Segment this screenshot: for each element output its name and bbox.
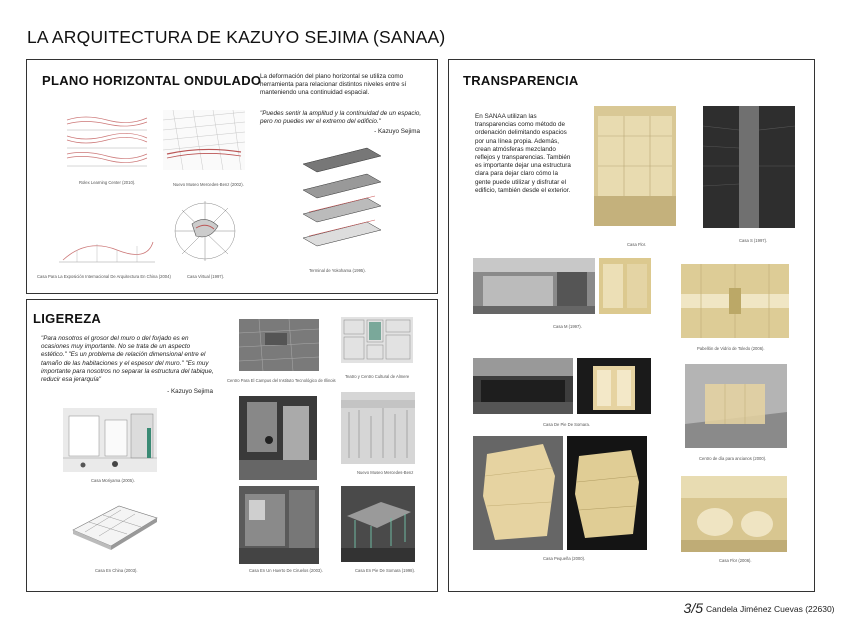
rolex-drawing	[65, 110, 149, 172]
casa-pequena-1-image	[473, 436, 563, 550]
panel-plano	[26, 59, 438, 294]
huerto-interior-image	[239, 396, 317, 480]
panel-ligereza	[26, 299, 438, 592]
plano-quote-author: - Kazuyo Sejima	[374, 128, 420, 135]
caption-bosque: Casa En Pie De Somara (1998).	[355, 568, 416, 573]
museo-pillars-image	[341, 392, 415, 464]
caption-huerto: Casa En Un Huerto De Ciruelos (2003).	[249, 568, 323, 573]
caption-teatro: Teatro y Centro Cultural de Almere	[345, 374, 410, 379]
plano-quote: "Puedes sentir la amplitud y la continuidad de un espacio, pero no puedes ver el extremo del edificio."	[260, 110, 422, 126]
page-title: LA ARQUITECTURA DE KAZUYO SEJIMA (SANAA)	[27, 27, 446, 47]
casa-pequena-2-image	[567, 436, 647, 550]
casa-s-image	[703, 106, 795, 228]
transparencia-text: En SANAA utilizan las transparencias como método de ordenación delimitando espacios por una línea propia. Además, crean atmósferas mezclando reflejos y transparencias. También es importante dejar una estructura clara para dejar claro cómo la gente puede utilizar y disfrutar el edificio, también desde el exterior.	[475, 113, 571, 194]
caption-pabellon: Pabellón de Vidrio de Toledo (2006).	[697, 346, 765, 351]
caption-nuevo-museo: Nuevo Museo Mercedes-Benz (2002).	[173, 182, 244, 187]
huerto-exterior-image	[239, 486, 319, 564]
caption-casa-m: Casa M (1997).	[553, 324, 582, 329]
teatro-image	[341, 317, 413, 363]
caption-campus: Centro Para El Campus del Instituto Tecnológico de Illinois	[227, 378, 336, 383]
caption-rolex: Rolex Learning Center (2010).	[79, 180, 136, 185]
page-number: 3/5	[683, 600, 703, 616]
casa-pie-light-image	[577, 358, 651, 414]
caption-casa-s: Casa S (1997).	[739, 238, 768, 243]
centro-dia-image	[685, 364, 787, 448]
ligereza-title: LIGEREZA	[33, 311, 102, 326]
caption-nuevo-museo-2: Nuevo Museo Mercedes-Benz	[357, 470, 414, 475]
pabellon-image	[681, 264, 789, 338]
china-image	[69, 492, 161, 552]
casa-exposicion-drawing	[57, 232, 157, 266]
casa-m-tinted-image	[599, 258, 651, 314]
ligereza-quote-author: - Kazuyo Sejima	[167, 388, 213, 395]
transparencia-title: TRANSPARENCIA	[463, 73, 579, 88]
casa-m-image	[473, 258, 595, 314]
museo-drawing	[163, 110, 245, 170]
caption-casa-flor-2006: Casa Flor (2006).	[719, 558, 752, 563]
caption-casa-pie: Casa De Pie De Somara.	[543, 422, 591, 427]
campus-image	[239, 319, 319, 371]
plano-title: PLANO HORIZONTAL ONDULADO	[42, 73, 262, 88]
casa-virtual-drawing	[170, 196, 240, 266]
plano-text: La deformación del plano horizontal se utiliza como herramienta para relacionar distintos niveles entre sí manteniendo una continuidad espacial.	[260, 73, 407, 97]
caption-casa-virtual: Casa Virtual (1997).	[187, 274, 225, 279]
caption-casa-flor: Casa Flor.	[627, 242, 647, 247]
yokohama-drawing	[297, 146, 387, 258]
caption-yokohama: Terminal de Yokohama (1995).	[309, 268, 366, 273]
panel-transparencia	[448, 59, 815, 592]
casa-flor-image	[594, 106, 676, 226]
casa-flor-2006-image	[681, 476, 787, 552]
author: Candela Jiménez Cuevas (22630)	[706, 604, 835, 614]
casa-pie-dark-image	[473, 358, 573, 414]
ligereza-quote: "Para nosotros el grosor del muro o del forjado es en ocasiones muy importante. No se trata de un aspecto estético." "Es un problema de relación dimensional entre el tamaño de las habitaciones y el espesor del muro." "Es muy importante para nosotros no separar la estructura del tabique, reducir esa jerarquía"	[41, 335, 214, 384]
caption-casa-exposicion: Casa Para La Exposición Internacional De Arquitectura En China (2004)	[37, 274, 171, 279]
caption-casa-pequena: Casa Pequeña (2000).	[543, 556, 586, 561]
bosque-image	[341, 486, 415, 562]
caption-centro-dia: Centro de día para ancianos (2000).	[699, 456, 767, 461]
moriyama-image	[63, 408, 157, 472]
caption-moriyama: Casa Moriyama (2005).	[91, 478, 135, 483]
caption-china: Casa En China (2003).	[95, 568, 138, 573]
